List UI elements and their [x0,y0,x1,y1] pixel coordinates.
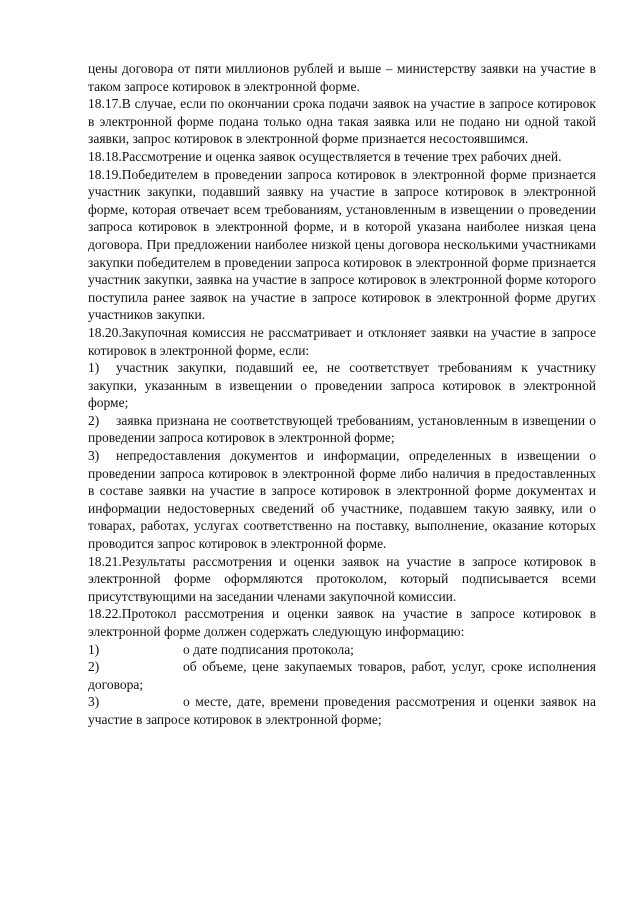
list-item-text: о месте, дате, времени проведения рассмотрения и оценки заявок на участие в запросе котировок в электронной форме; [88,694,596,727]
paragraph-18-18: 18.18.Рассмотрение и оценка заявок осуществляется в течение трех рабочих дней. [88,148,562,164]
list-item-18-22-3 [88,693,596,728]
list-item-18-22-2 [88,658,596,693]
list-item-text: о дате подписания протокола; [183,641,354,657]
list-item-text: участник закупки, подавший ее, не соответствует требованиям к участнику закупки, указанным в извещении о проведении запроса котировок в электронной форме; [88,360,596,411]
paragraph-continuation: цены договора от пяти миллионов рублей и выше – министерству заявки на участие в таком запросе котировок в электронной форме. [88,61,596,94]
list-item-18-20-3 [88,447,596,553]
list-item-18-22-1 [88,641,596,659]
document-page [88,60,596,729]
list-item-text: об объеме, цене закупаемых товаров, работ, услуг, сроке исполнения договора; [88,659,596,692]
list-item-number: 3) [88,448,100,464]
paragraph-18-21: 18.21.Результаты рассмотрения и оценки заявок на участие в запросе котировок в электронной форме оформляются протоколом, который подписывается всеми присутствующими на заседании членами закупочной комиссии. [88,553,596,604]
list-item-number: 1) [88,641,100,657]
list-item-text: непредоставления документов и информации, определенных в извещении о проведении запроса котировок в электронной форме либо наличия в предоставленных в составе заявки на участие в запросе котировок в электронной форме документах и информации недостоверных сведений об участнике, подавшем такую заявку, или о товарах, работах, услугах соответственно на поставку, выполнение, оказание которых проводится запрос котировок в электронной форме. [88,448,596,552]
paragraph-18-17: 18.17.В случае, если по окончании срока подачи заявок на участие в запросе котировок в электронной форме подана только одна такая заявка или не подано ни одной такой заявки, запрос котировок в электронной форме признается несостоявшимся. [88,96,596,147]
list-item-18-20-2 [88,412,596,447]
paragraph-18-22: 18.22.Протокол рассмотрения и оценки заявок на участие в запросе котировок в электронной форме должен содержать следующую информацию: [88,606,596,639]
list-item-text: заявка признана не соответствующей требованиям, установленным в извещении о проведении запроса котировок в электронной форме; [88,412,596,446]
paragraph-18-19: 18.19.Победителем в проведении запроса котировок в электронной форме признается участник закупки, подавший заявку на участие в запросе котировок в электронной форме, которая отвечает всем требованиям, установленным в извещении о проведении запроса котировок в электронной форме, и в которой указана наиболее низкая цена договора. При предложении наиболее низкой цены договора несколькими участниками закупки победителем в проведении запроса котировок в электронной форме признается участник закупки, заявка на участие в запросе котировок в электронной форме которого поступила ранее заявок на участие в запросе котировок в электронной форме других участников закупки. [88,166,596,323]
paragraph-18-20: 18.20.Закупочная комиссия не рассматривает и отклоняет заявки на участие в запросе котировок в электронной форме, если: [88,324,596,358]
list-item-18-20-1 [88,359,596,412]
list-item-number: 2) [88,659,100,675]
list-item-number: 2) [88,412,100,428]
list-item-number: 1) [88,360,100,376]
list-item-number: 3) [88,694,100,710]
